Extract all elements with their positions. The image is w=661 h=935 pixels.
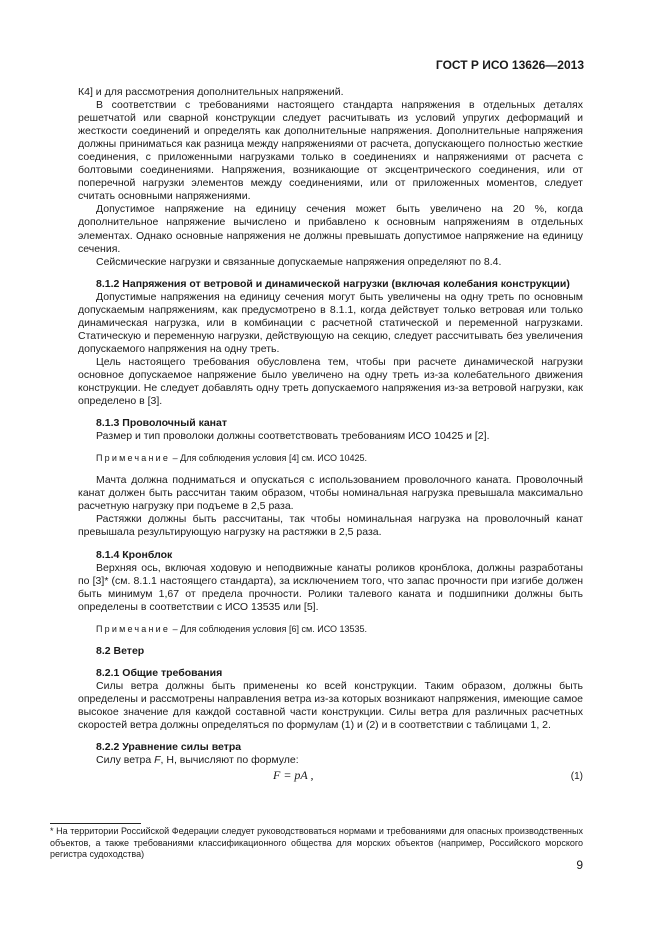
paragraph: Допустимое напряжение на единицу сечения может быть увеличено на 20 %, когда дополнительное напряжение вычислено и прибавлено к основным напряжениям в отдельных элементах. Однако основные напряжения не должны превышать допустимое напряжение на единицу сечения. — [78, 203, 583, 255]
footnote-rule — [50, 823, 141, 824]
note — [78, 623, 583, 636]
note-text: – Для соблюдения условия [4] см. ИСО 10425. — [170, 453, 368, 464]
paragraph: Мачта должна подниматься и опускаться с использованием проволочного каната. Проволочный канат должен быть рассчитан таким образом, чтобы номинальная нагрузка превышала максимально расчетную нагрузку при подъеме в 2,5 раза. — [78, 474, 583, 513]
paragraph: Растяжки должны быть рассчитаны, так чтобы номинальная нагрузка на проволочный канат превышала результирующую нагрузку на растяжки в 2,5 раза. — [78, 513, 583, 539]
document-header: ГОСТ Р ИСО 13626—2013 — [435, 58, 584, 72]
note — [78, 452, 583, 465]
note-label: Примечание — [96, 453, 171, 464]
formula-number: (1) — [570, 771, 583, 783]
section-heading-8-2-1: 8.2.1 Общие требования — [96, 666, 223, 679]
note-text: – Для соблюдения условия [6] см. ИСО 13535. — [170, 623, 368, 634]
note-label: Примечание — [96, 623, 171, 634]
paragraph: Допустимые напряжения на единицу сечения могут быть увеличены на одну треть по основным допускаемым напряжениям, как предусмотрено в 8.1.1, когда действует только ветровая или только динамическая нагрузка, или в комбинации с расчетной статической и переменной нагрузками. Статическую и переменную нагрузки, действующую на секцию, следует рассчитывать без увеличения допускаемого напряжения на одну треть. — [78, 290, 583, 355]
paragraph: Верхняя ось, включая ходовую и неподвижные канаты роликов кронблока, должны разработаны по [3]* (см. 8.1.1 настоящего стандарта), за исключением того, что запас прочности при изгибе должен быть минимум 1,67 от предела прочности. Ролики талевого каната и подшипники должны быть определены в соответствии с ИСО 13535 или [5]. — [78, 561, 583, 613]
formula: F = pA , — [273, 768, 314, 783]
paragraph-continuation: К4] и для рассмотрения дополнительных напряжений. — [78, 86, 344, 98]
paragraph: Сейсмические нагрузки и связанные допускаемые напряжения определяют по 8.4. — [96, 255, 502, 268]
paragraph: Силу ветра F, Н, вычисляют по формуле: — [96, 754, 299, 767]
page-number: 9 — [576, 858, 583, 872]
section-heading-8-1-2: 8.1.2 Напряжения от ветровой и динамической нагрузки (включая колебания конструкции) — [96, 277, 570, 290]
formula-row — [78, 767, 583, 787]
section-heading-8-1-4: 8.1.4 Кронблок — [96, 548, 173, 561]
paragraph: Силы ветра должны быть применены ко всей конструкции. Таким образом, должны быть определены и рассмотрены направления ветра из-за которых возникают напряжения, имеющие самое высокое значение для каждой составной части конструкции. Силы ветра для различных расчетных скоростей ветра должны определяться по формулам (1) и (2) и в соответствии с таблицами 1, 2. — [78, 679, 583, 732]
section-heading-8-2-2: 8.2.2 Уравнение силы ветра — [96, 741, 242, 754]
footnote: * На территории Российской Федерации следует руководствоваться нормами и требованиями для опасных производственных объектов, а также требованиями классификационного общества для морских объектов (например, Российского морского регистра судоходства) — [50, 826, 583, 860]
section-heading-8-1-3: 8.1.3 Проволочный канат — [96, 417, 227, 430]
paragraph: Цель настоящего требования обусловлена тем, чтобы при расчете динамической нагрузки основное допускаемое напряжение было увеличено на одну треть из-за колебательного движения конструкции. Не следует добавлять одну треть допускаемого напряжения из-за ветровой нагрузки, как определено в [3]. — [78, 355, 583, 408]
paragraph: Размер и тип проволоки должны соответствовать требованиям ИСО 10425 и [2]. — [96, 430, 490, 443]
document-body — [78, 86, 583, 787]
section-heading-8-2: 8.2 Ветер — [96, 644, 145, 657]
paragraph: В соответствии с требованиями настоящего стандарта напряжения в отдельных деталях решетчатой или сварной конструкции следует расчитывать из условий упругих деформаций и жесткости соединений и определять как дополнительные напряжения. Дополнительные напряжения должны приниматься как разница между напряжениями от расчета, допускающего полностью жесткие соединения, с приложенными нагрузками только в соединениях и напряжениями от расчета с болтовыми соединениями. Напряжения, возникающие от эксцентрического соединения, или от поперечной нагрузки элементов между соединениями, или от приложенных моментов, следует считать основными напряжениями. — [78, 99, 583, 203]
